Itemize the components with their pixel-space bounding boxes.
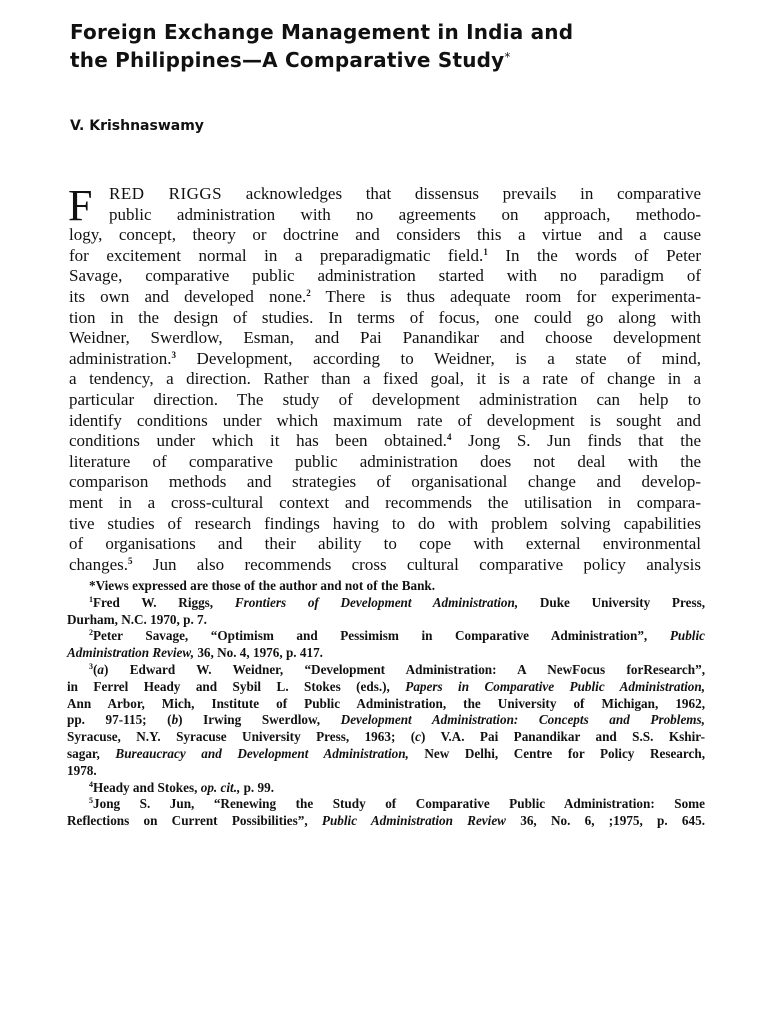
- footnote-3-cont: 1978.: [67, 762, 97, 778]
- title-line-2: [70, 45, 710, 73]
- footnote-ref: 4: [446, 432, 452, 443]
- body-line: for excitement normal in a preparadigmatic field.$^1$ In the words of Peter: [69, 245, 702, 265]
- body-line: its own and developed none.$^2$ There is thus adequate room for experimenta-: [69, 286, 701, 306]
- footnote-3-cont: Syracuse, N.Y. Syracuse University Press, 1963; (c) V.A. Pai Panandikar and S.S. Kshir-: [67, 729, 705, 745]
- footnote-3-cont: sagar, Bureaucracy and Development Administration, New Delhi, Centre for Policy Research,: [67, 745, 706, 761]
- title-line-2-text: the Philippines—A Comparative Study: [70, 48, 505, 72]
- footnote-4: $^4$Heady and Stokes, op. cit., p. 99.: [89, 779, 275, 795]
- body-line: particular direction. The study of development administration can help to: [69, 389, 701, 409]
- footnote-ref: 5: [128, 555, 133, 566]
- title-line-1: Foreign Exchange Management in India and: [70, 20, 574, 44]
- footnote-ref: 2: [306, 287, 311, 298]
- footnote-0: *Views expressed are those of the author and not of the Bank.: [89, 578, 436, 593]
- footnote-5: $^5$Jong S. Jun, “Renewing the Study of Comparative Public Administration: Some: [89, 796, 705, 812]
- body-line: a tendency, a direction. Rather than a fixed goal, it is a rate of change in a: [69, 369, 701, 389]
- footnote-2: $^2$Peter Savage, “Optimism and Pessimism in Comparative Administration”, Public: [89, 628, 705, 644]
- body-line: comparison methods and strategies of organisational change and develop-: [69, 472, 701, 492]
- title-footnote-marker: *: [504, 50, 511, 64]
- footnote-1: $^1$Fred W. Riggs, Frontiers of Development Administration, Duke University Press,: [89, 594, 705, 610]
- footnote-ref: 3: [171, 349, 176, 360]
- body-line: changes.$^5$ Jun also recommends cross cultural comparative policy analysis: [69, 554, 701, 574]
- author-name: V. Krishnaswamy: [70, 118, 204, 134]
- body-paragraph: [68, 181, 702, 575]
- footnotes: [67, 578, 705, 830]
- footnote-2-cont: Administration Review, 36, No. 4, 1976, p. 417.: [67, 645, 323, 661]
- footnote-3: $^3$(a) Edward W. Weidner, “Development Administration: A NewFocus forResearch”,: [89, 661, 705, 677]
- body-line: administration.$^3$ Development, according to Weidner, is a state of mind,: [69, 348, 701, 368]
- body-line: Weidner, Swerdlow, Esman, and Pai Panandikar and choose development: [69, 328, 701, 348]
- footnote-3-cont: in Ferrel Heady and Sybil L. Stokes (eds.), Papers in Comparative Public Administration,: [67, 678, 706, 694]
- body-line: logy, concept, theory or doctrine and considers this a virtue and a cause: [69, 225, 701, 245]
- body-line: Savage, comparative public administration started with no paradigm of: [69, 266, 701, 286]
- body-line: tive studies of research findings having to do with problem solving capabilities: [69, 513, 701, 533]
- footnote-3-cont: Ann Arbor, Mich, Institute of Public Administration, the University of Michigan, 1962,: [67, 695, 705, 711]
- footnote-5-cont: Reflections on Current Possibilities”, Public Administration Review 36, No. 6, ;1975, p. 645.: [67, 813, 706, 829]
- body-line: of organisations and their ability to cope with external environmental: [69, 534, 701, 554]
- body-line: literature of comparative public administration does not deal with the: [69, 451, 701, 471]
- body-line: RED RIGGS acknowledges that dissensus prevails in comparative: [109, 184, 701, 203]
- body-line: public administration with no agreements on approach, methodo-: [109, 204, 701, 224]
- footnote-1-cont: Durham, N.C. 1970, p. 7.: [67, 611, 207, 627]
- footnote-ref: 1: [483, 246, 488, 257]
- body-line: ment in a cross-cultural context and recommends the utilisation in compara-: [69, 492, 701, 512]
- drop-cap: F: [68, 181, 93, 230]
- article-title: [70, 20, 710, 73]
- body-line: conditions under which it has been obtained.$^4$ Jong S. Jun finds that the: [69, 431, 701, 451]
- footnote-3-cont: pp. 97-115; (b) Irwing Swerdlow, Development Administration: Concepts and Problems,: [67, 712, 705, 728]
- body-line: identify conditions under which maximum rate of development is sought and: [69, 410, 701, 430]
- body-line: tion in the design of studies. In terms of focus, one could go along with: [69, 307, 701, 327]
